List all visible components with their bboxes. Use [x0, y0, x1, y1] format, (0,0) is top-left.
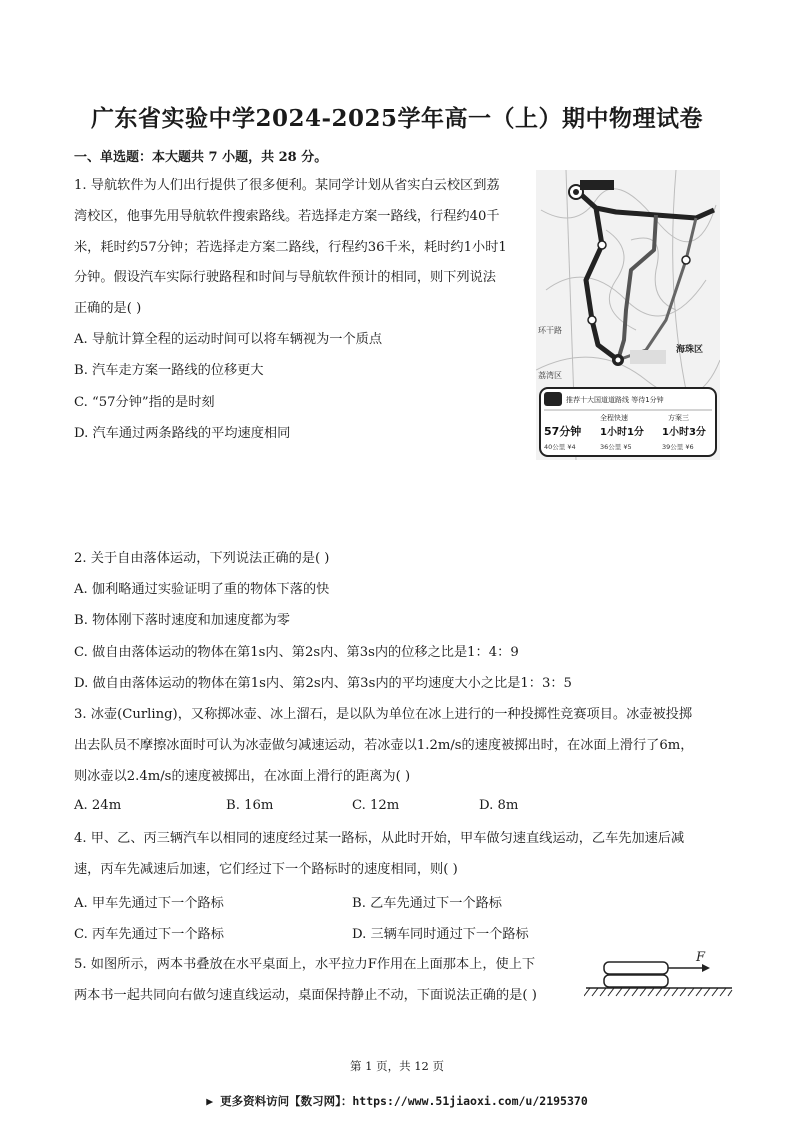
map-plan3-heading: 方案三 [668, 414, 689, 422]
q5-line-1: 5. 如图所示，两本书叠放在水平桌面上，水平拉力F作用在上面那本上，使上下 [74, 957, 536, 972]
q2-option-c: C. 做自由落体运动的物体在第1s内、第2s内、第3s内的位移之比是1：4：9 [74, 645, 519, 660]
page-footer: 第 1 页，共 12 页 [349, 1059, 445, 1073]
force-label-f: F [696, 950, 706, 965]
q3-option-b: B. 16m [226, 798, 274, 813]
page-title: 广东省实验中学2024-2025学年高一（上）期中物理试卷 [90, 105, 704, 132]
map-label-liwan: 荔湾区 [538, 371, 562, 380]
q3-line-3: 则冰壶以2.4m/s的速度被掷出，在冰面上滑行的距离为( ) [74, 769, 411, 784]
q1-option-c: C. “57分钟”指的是时刻 [74, 395, 215, 410]
q1-line-5: 正确的是( ) [74, 301, 142, 316]
map-plan2-heading: 全程快速 [600, 414, 628, 422]
q3-option-d: D. 8m [479, 798, 519, 813]
q4-line-2: 速，丙车先减速后加速，它们经过下一个路标时的速度相同，则( ) [74, 862, 458, 877]
map-label-jiangcun: 环干路 [538, 326, 562, 335]
map-label-haizhu: 海珠区 [676, 345, 704, 355]
map-plan1-time: 57分钟 [544, 425, 582, 438]
q4-line-1: 4. 甲、乙、丙三辆汽车以相同的速度经过某一路标，从此时开始，甲车做匀速直线运动，乙车先加速后减 [74, 831, 685, 846]
q1-option-a: A. 导航计算全程的运动时间可以将车辆视为一个质点 [74, 332, 383, 347]
navigation-map-figure [536, 170, 720, 460]
q1-line-2: 湾校区，他事先用导航软件搜索路线。若选择走方案一路线，行程约40千 [74, 209, 500, 224]
q3-option-a: A. 24m [74, 798, 122, 813]
q1-line-4: 分钟。假设汽车实际行驶路程和时间与导航软件预计的相同，则下列说法 [74, 270, 496, 285]
q2-option-a: A. 伽利略通过实验证明了重的物体下落的快 [74, 582, 330, 597]
map-plan3-time: 1小时3分 [662, 427, 706, 438]
q3-line-2: 出去队员不摩擦冰面时可认为冰壶做匀减速运动，若冰壶以1.2m/s的速度被掷出时，在冰面上滑行了6m， [74, 738, 694, 753]
stacked-books-figure [584, 948, 734, 1000]
q4-option-c: C. 丙车先通过下一个路标 [74, 927, 224, 942]
q4-option-a: A. 甲车先通过下一个路标 [74, 896, 224, 911]
q3-line-1: 3. 冰壶(Curling)，又称掷冰壶、冰上溜石，是以队为单位在冰上进行的一种投掷性竞赛项目。冰壶被投掷 [74, 707, 693, 722]
map-plan1-distance: 40公里 ¥4 [544, 443, 576, 451]
resource-link[interactable]: ▶ 更多资料访问【数习网】：https://www.51jiaoxi.com/u/2195370 [206, 1094, 588, 1108]
q3-option-c: C. 12m [352, 798, 400, 813]
map-plan2-time: 1小时1分 [600, 427, 644, 438]
q1-line-3: 米，耗时约57分钟；若选择走方案二路线，行程约36千米，耗时约1小时1 [74, 240, 507, 255]
q2-option-b: B. 物体刚下落时速度和加速度都为零 [74, 613, 290, 628]
section-heading: 一、单选题：本大题共 7 小题，共 28 分。 [74, 150, 328, 165]
q4-option-b: B. 乙车先通过下一个路标 [352, 896, 502, 911]
q2-option-d: D. 做自由落体运动的物体在第1s内、第2s内、第3s内的平均速度大小之比是1：3：5 [74, 676, 572, 691]
q1-option-b: B. 汽车走方案一路线的位移更大 [74, 363, 264, 378]
map-plan2-distance: 36公里 ¥5 [600, 443, 632, 451]
q1-option-d: D. 汽车通过两条路线的平均速度相同 [74, 426, 291, 441]
q1-line-1: 1. 导航软件为人们出行提供了很多便利。某同学计划从省实白云校区到荔 [74, 178, 500, 193]
q5-line-2: 两本书一起共同向右做匀速直线运动，桌面保持静止不动，下面说法正确的是( ) [74, 988, 537, 1003]
map-route-banner: 推荐十大国道道路线 等待1分钟 [566, 396, 664, 404]
q4-option-d: D. 三辆车同时通过下一个路标 [352, 927, 529, 942]
q2-stem: 2. 关于自由落体运动，下列说法正确的是( ) [74, 551, 330, 566]
map-plan3-distance: 39公里 ¥6 [662, 443, 694, 451]
